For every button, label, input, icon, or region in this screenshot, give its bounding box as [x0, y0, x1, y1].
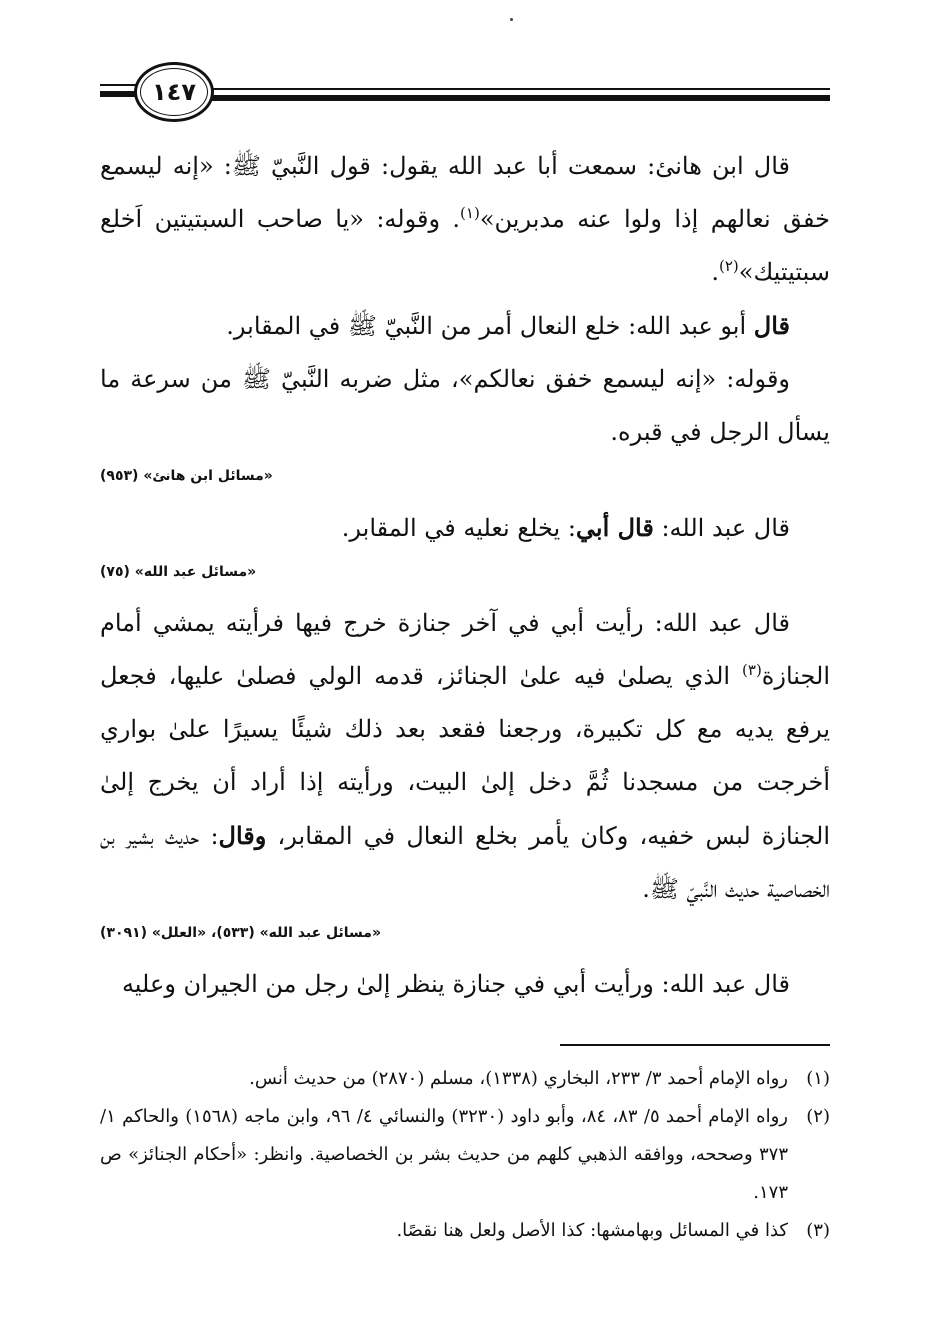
paragraph-4-bold: قال أبي	[575, 513, 654, 542]
footnote-separator	[560, 1044, 830, 1046]
footnote-ref-1: (١)	[460, 204, 480, 222]
page-body	[100, 140, 830, 1011]
paragraph-2-text: أبو عبد الله: خلع النعال أمر من النَّبيّ ﷺ في المقابر.	[226, 312, 754, 340]
paragraph-1-text-mid: . وقوله: «يا صاحب السبتيتين اَخلع سبتيتيك»	[100, 205, 830, 286]
header-rule-right-bottom	[204, 95, 830, 101]
paragraph-5-end: : حديث بشير بن الخصاصية حديث النَّبيّ ﷺ.	[100, 822, 830, 903]
footnotes	[100, 1060, 830, 1250]
paragraph-2-bold: قال	[753, 311, 790, 340]
paragraph-4	[100, 501, 830, 555]
paragraph-5	[100, 597, 830, 916]
header-rule-right-top	[204, 88, 830, 90]
paragraph-5-text: الذي يصلىٰ فيه علىٰ الجنائز، قدمه الولي فصلىٰ عليها، فجعل يرفع يديه مع كل تكبيرة، ورجعنا فقعد بعد ذلك شيئًا يسيرًا علىٰ بواري أخرجت من مسجدنا ثُمَّ دخل إلىٰ البيت، ورأيته إذا أراد أن يخرج إلىٰ الجنازة لبس خفيه، وكان يأمر بخلع النعال في المقابر،	[100, 662, 830, 850]
paragraph-1-end: .	[711, 258, 719, 286]
page-number-frame	[134, 62, 214, 122]
paragraph-4-start: قال عبد الله:	[653, 514, 790, 542]
paragraph-6: قال عبد الله: ورأيت أبي في جنازة ينظر إلىٰ رجل من الجيران وعليه	[121, 970, 790, 998]
footnote-text: رواه الإمام أحمد ٥/ ٨٣، ٨٤، وأبو داود (٣٢٣٠) والنسائي ٤/ ٩٦، وابن ماجه (١٥٦٨) والحاكم ١/ ٣٧٣ وصححه، ووافقه الذهبي كلهم من حديث بشر بن الخصاصية. وانظر: «أحكام الجنائز» ص ١٧٣.	[100, 1106, 788, 1203]
footnote-ref-2: (٢)	[718, 257, 739, 275]
footnote-3	[100, 1212, 830, 1250]
paragraph-5-start: قال عبد الله: رأيت أبي في آخر جنازة خرج فيها فرأيته يمشي أمام الجنازة	[100, 609, 830, 690]
page-header	[100, 60, 830, 130]
paragraph-3: وقوله: «إنه ليسمع خفق نعالكم»، مثل ضربه النَّبيّ ﷺ من سرعة ما يسأل الرجل في قبره.	[100, 365, 830, 446]
scan-dot	[510, 18, 513, 21]
paragraph-4-text: : يخلع نعليه في المقابر.	[341, 514, 576, 542]
paragraph-5-bold: وقال	[218, 821, 267, 850]
paragraph-1	[100, 140, 830, 299]
footnote-text: كذا في المسائل وبهامشها: كذا الأصل ولعل هنا نقصًا.	[396, 1220, 788, 1241]
source-reference-1: «مسائل ابن هانئ» (٩٥٣)	[100, 468, 273, 484]
footnote-2	[100, 1098, 830, 1212]
footnote-number: (٢)	[806, 1106, 830, 1127]
footnote-number: (١)	[806, 1068, 830, 1089]
footnote-ref-3: (٣)	[742, 661, 762, 679]
footnote-number: (٣)	[806, 1220, 830, 1241]
paragraph-2	[100, 299, 830, 353]
footnote-1	[100, 1060, 830, 1098]
footnote-text: رواه الإمام أحمد ٣/ ٢٣٣، البخاري (١٣٣٨)، مسلم (٢٨٧٠) من حديث أنس.	[249, 1068, 788, 1089]
paragraph-1-text: قال ابن هانئ: سمعت أبا عبد الله يقول: قول النَّبيّ ﷺ: «إنه ليسمع خفق نعالهم إذا ولوا عنه مدبرين»	[100, 152, 830, 233]
source-reference-2: «مسائل عبد الله» (٧٥)	[100, 564, 257, 580]
source-reference-3: «مسائل عبد الله» (٥٣٣)، «العلل» (٣٠٩١)	[100, 925, 382, 941]
page-number: ١٤٧	[152, 78, 196, 106]
